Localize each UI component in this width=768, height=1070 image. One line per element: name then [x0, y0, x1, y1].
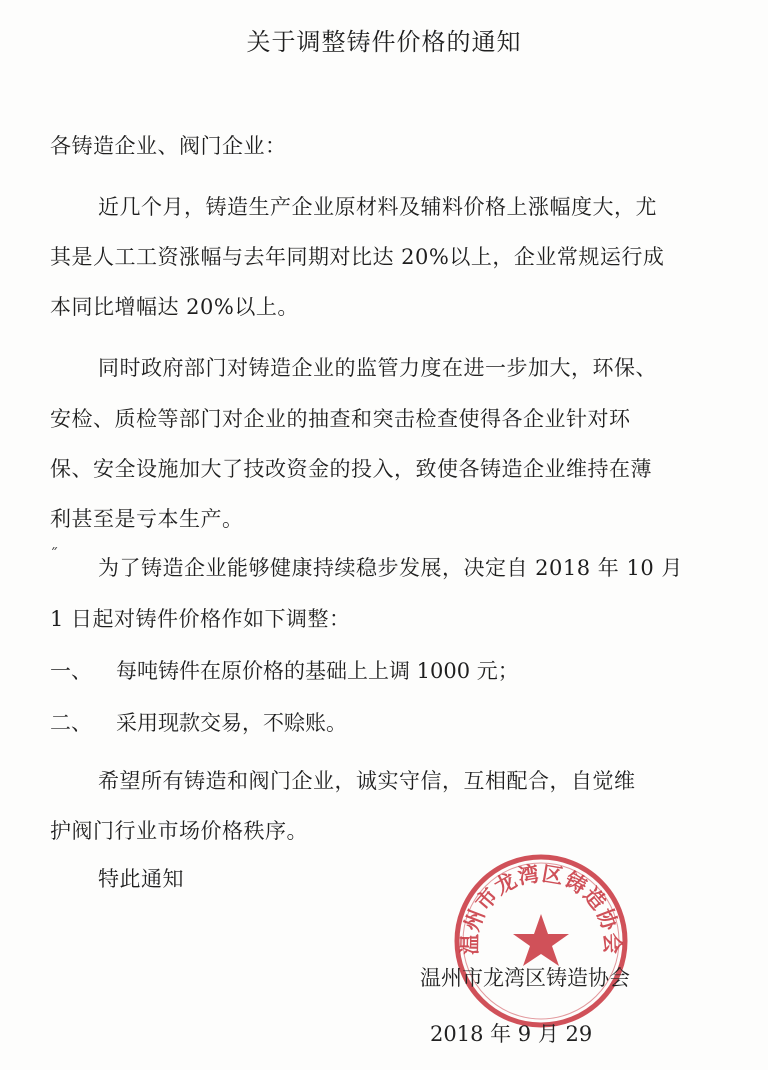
paragraph-2-line-4: 利甚至是亏本生产。 — [50, 507, 244, 531]
item-2-number: 二、 — [50, 711, 92, 735]
paragraph-3-line-1: 为了铸造企业能够健康持续稳步发展，决定自 2018 年 10 月 — [98, 556, 683, 580]
paragraph-2-line-3: 保、安全设施加大了技改资金的投入，致使各铸造企业维持在薄 — [50, 457, 652, 481]
item-2-text: 采用现款交易，不赊账。 — [116, 711, 347, 735]
paragraph-1-line-2: 其是人工工资涨幅与去年同期对比达 20%以上，企业常规运行成 — [50, 245, 665, 269]
paragraph-1-line-1: 近几个月，铸造生产企业原材料及辅料价格上涨幅度大，尤 — [98, 195, 657, 219]
salutation: 各铸造企业、阀门企业： — [50, 134, 287, 158]
paragraph-1-line-3: 本同比增幅达 20%以上。 — [50, 295, 299, 319]
document-title: 关于调整铸件价格的通知 — [246, 28, 522, 56]
official-seal-stamp — [452, 852, 630, 1030]
item-1-text: 每吨铸件在原价格的基础上上调 1000 元； — [116, 659, 519, 683]
signature-organization: 温州市龙湾区铸造协会 — [420, 966, 630, 990]
pen-mark: ˝ — [50, 545, 58, 564]
paragraph-3-line-2: 1 日起对铸件价格作如下调整： — [50, 607, 351, 631]
item-1-number: 一、 — [50, 659, 92, 683]
paragraph-4-line-2: 护阀门行业市场价格秩序。 — [50, 819, 308, 843]
signature-date: 2018 年 9 月 29 — [430, 1022, 593, 1046]
paragraph-2-line-1: 同时政府部门对铸造企业的监管力度在进一步加大，环保、 — [98, 356, 657, 380]
paragraph-4-line-1: 希望所有铸造和阀门企业，诚实守信，互相配合，自觉维 — [98, 769, 636, 793]
svg-text:温州市龙湾区铸造协会: 温州市龙湾区铸造协会 — [456, 860, 626, 956]
paragraph-2-line-2: 安检、质检等部门对企业的抽查和突击检查使得各企业针对环 — [50, 407, 631, 431]
closing-text: 特此通知 — [98, 867, 184, 891]
